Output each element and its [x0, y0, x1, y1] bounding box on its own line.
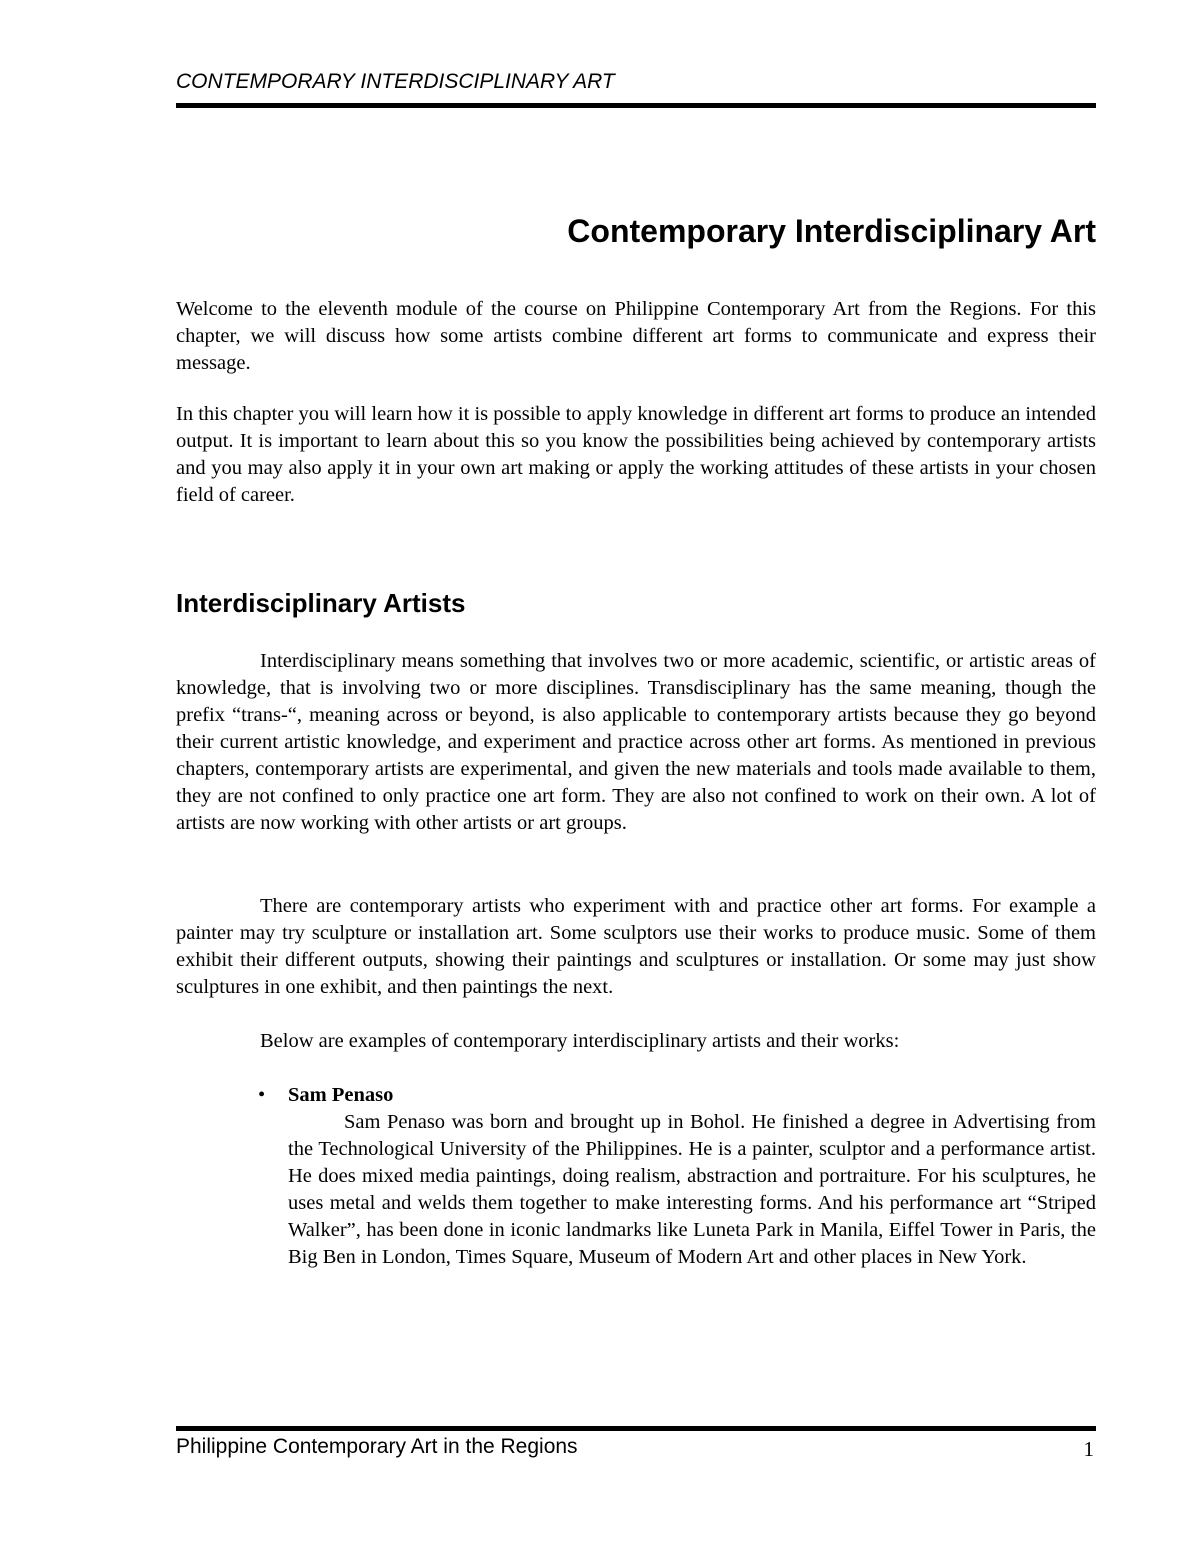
intro-paragraph: Welcome to the eleventh module of the course on Philippine Contemporary Art from the Regions. For this chapter, we will discuss how some artists combine different art forms to communicate and express their message. — [176, 298, 1096, 374]
artist-list — [176, 1082, 1096, 1271]
section-paragraph: Interdisciplinary means something that involves two or more academic, scientific, or artistic areas of knowledge, that is involving two or more disciplines. Transdisciplinary has the same meaning, though the prefix “trans-“, meaning across or beyond, is also applicable to contemporary artists because they go beyond their current artistic knowledge, and experiment and practice across other art forms. As mentioned in previous chapters, contemporary artists are experimental, and given the new materials and tools made available to them, they are not confined to only practice one art form. They are also not confined to work on their own. A lot of artists are now working with other artists or art groups. — [176, 650, 1096, 834]
bullet-icon: • — [258, 1084, 266, 1106]
footer-rule — [176, 1426, 1096, 1431]
intro-paragraph: In this chapter you will learn how it is possible to apply knowledge in different art forms to produce an intended output. It is important to learn about this so you know the possibilities being achieved by contemporary artists and you may also apply it in your own art making or apply the working attitudes of these artists in your chosen field of career. — [176, 403, 1096, 506]
footer-text: Philippine Contemporary Art in the Regions — [176, 1435, 578, 1458]
artist-name: Sam Penaso — [288, 1084, 394, 1106]
page-number: 1 — [1083, 1437, 1094, 1461]
section-paragraph: Below are examples of contemporary interdisciplinary artists and their works: — [260, 1030, 900, 1052]
section-paragraph: There are contemporary artists who experiment with and practice other art forms. For example a painter may try sculpture or installation art. Some sculptors use their works to produce music. Some of them exhibit their different outputs, showing their paintings and sculptures or installation. Or some may just show sculptures in one exhibit, and then paintings the next. — [176, 895, 1096, 998]
list-item — [176, 1082, 1096, 1271]
page-title: Contemporary Interdisciplinary Art — [567, 213, 1096, 249]
header-rule — [176, 103, 1096, 108]
artist-description: Sam Penaso was born and brought up in Bohol. He finished a degree in Advertising from the Technological University of the Philippines. He is a painter, sculptor and a performance artist. He does mixed media paintings, doing realism, abstraction and portraiture. For his sculptures, he uses metal and welds them together to make interesting forms. And his performance art “Striped Walker”, has been done in iconic landmarks like Luneta Park in Manila, Eiffel Tower in Paris, the Big Ben in London, Times Square, Museum of Modern Art and other places in New York. — [288, 1111, 1096, 1268]
running-header: CONTEMPORARY INTERDISCIPLINARY ART — [176, 70, 615, 93]
section-heading: Interdisciplinary Artists — [176, 588, 466, 618]
